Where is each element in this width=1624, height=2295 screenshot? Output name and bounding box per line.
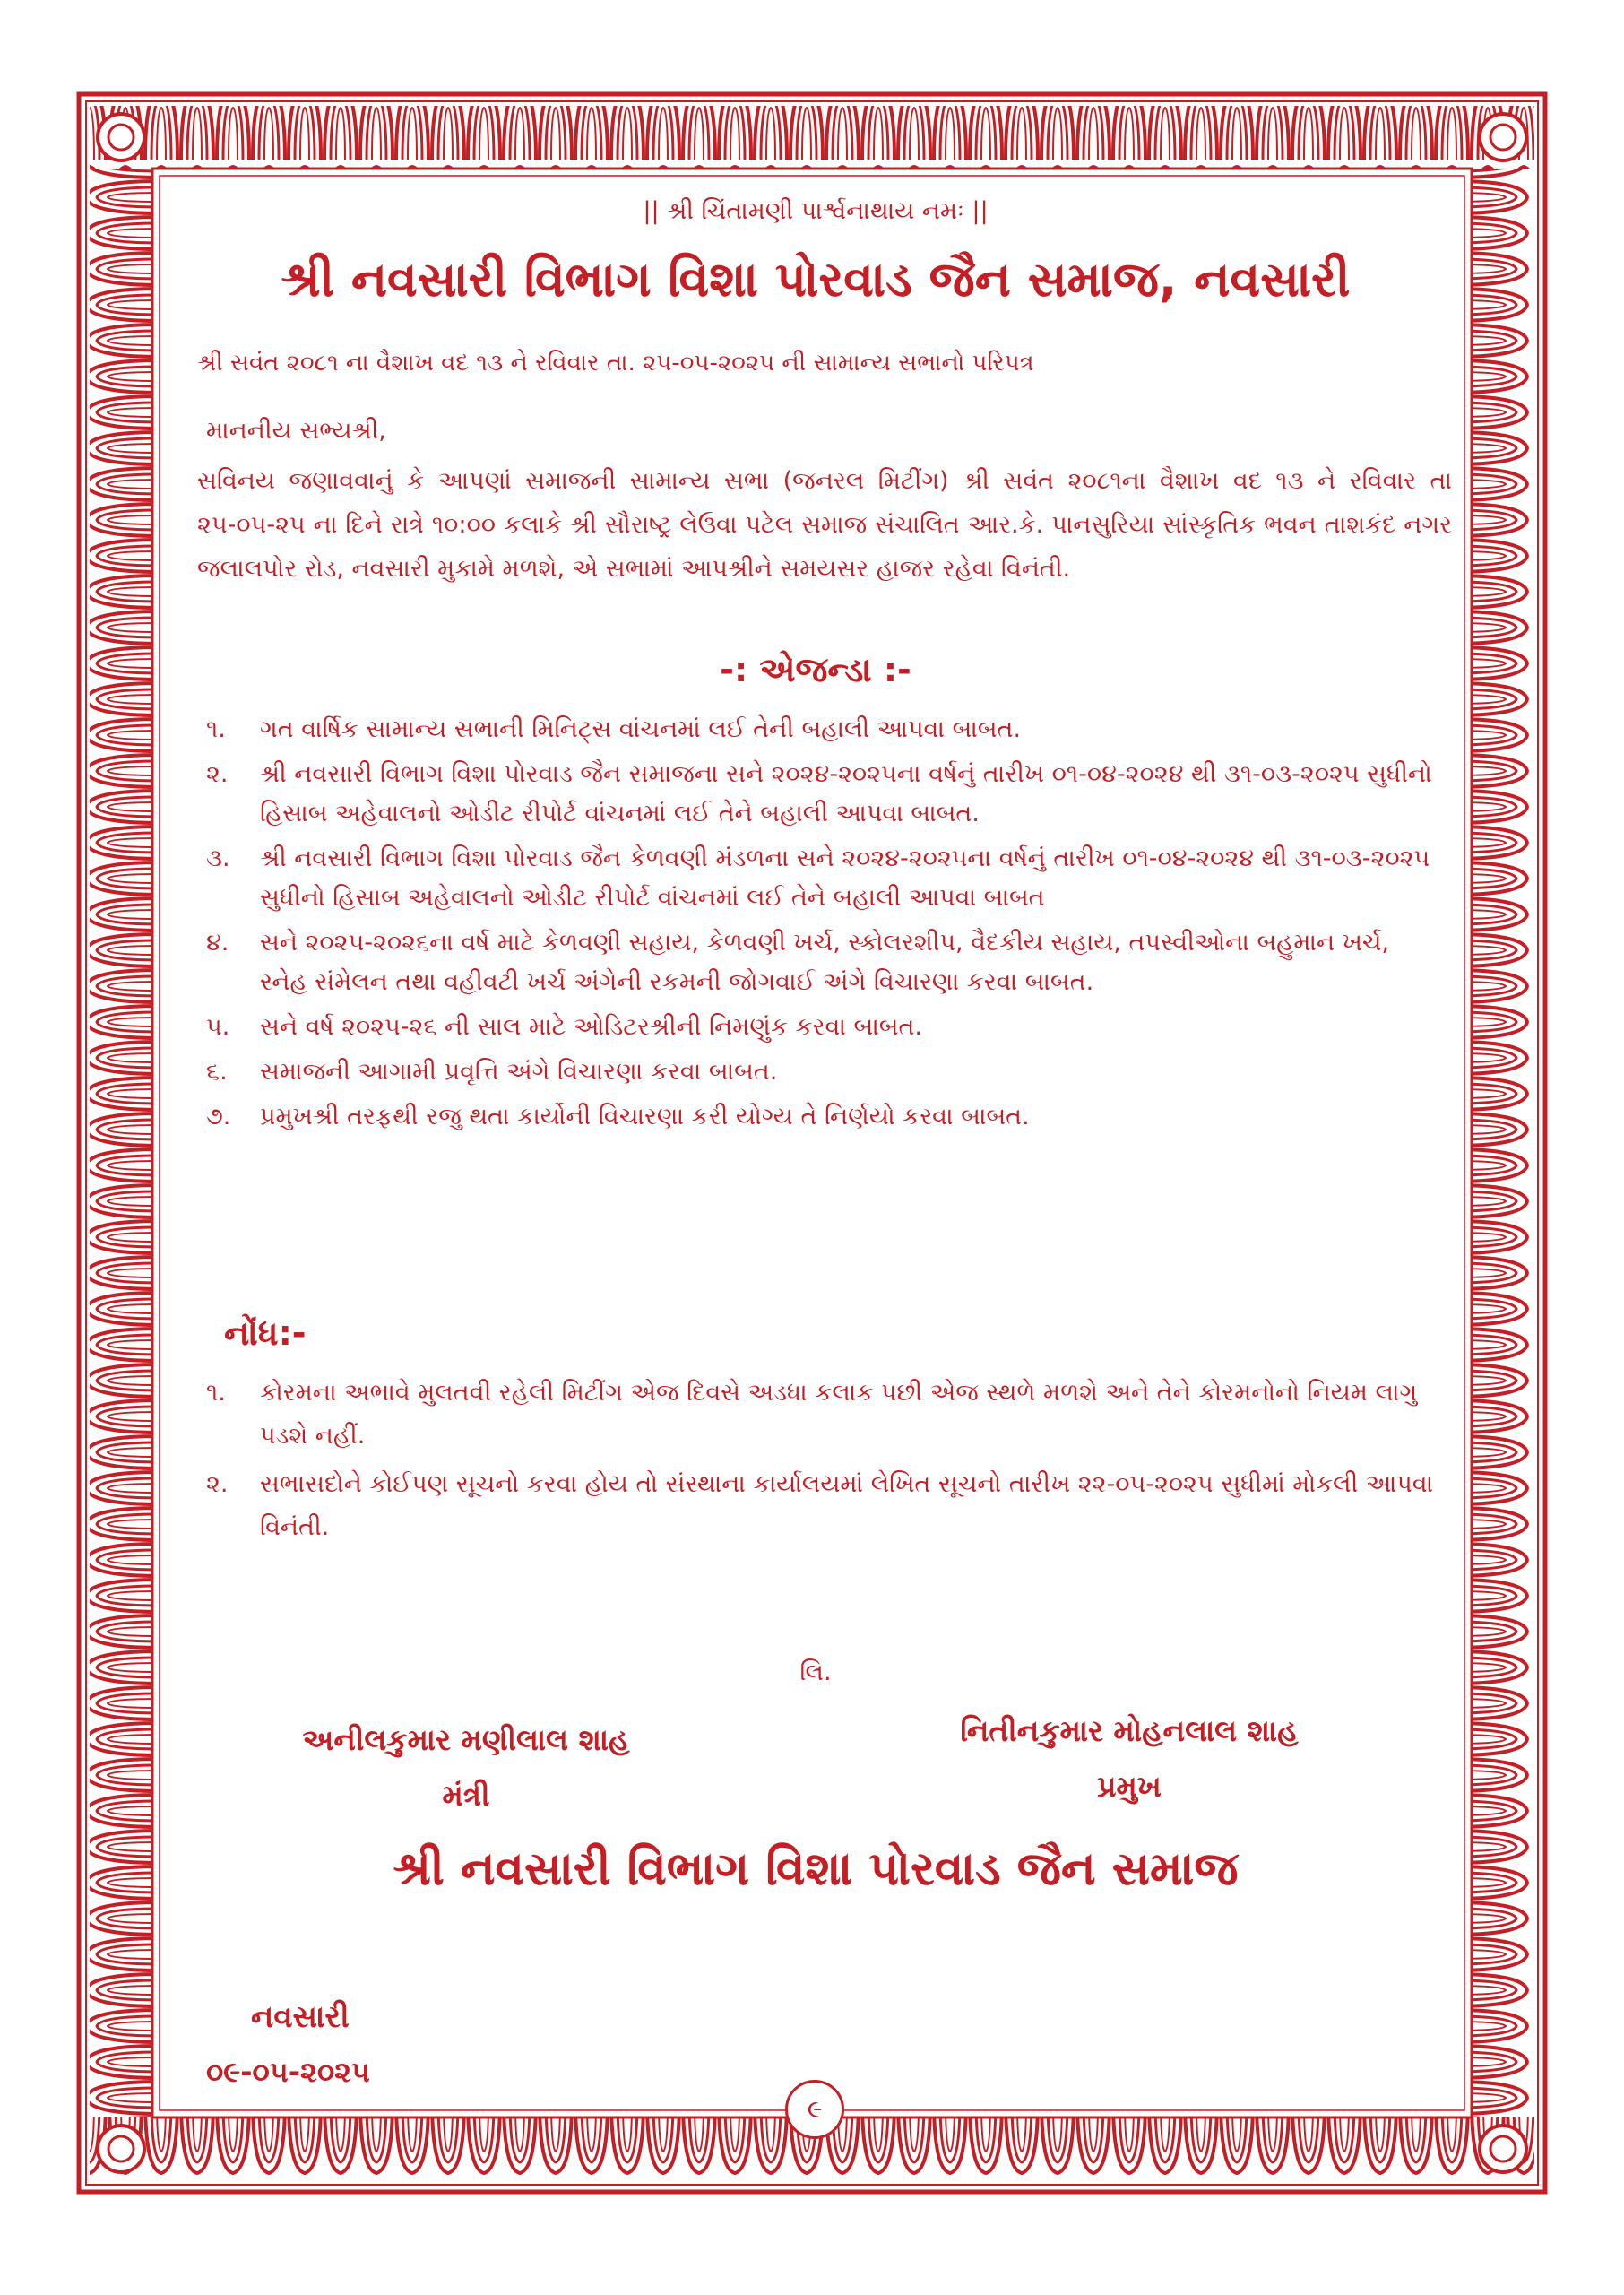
agenda-item-text: સને ૨૦૨૫-૨૦૨૬ના વર્ષ માટે કેળવણી સહાય, કેળવણી ખર્ચ, સ્કોલરશીપ, વૈદકીય સહાય, તપસ્વીઓના બહુમાન ખર્ચ, સ્નેહ સંમેલન તથા વહીવટી ખર્ચ અંગેની રકમની જોગવાઈ અંગે વિચારણા કરવા બાબત.: [260, 929, 1390, 996]
note-item: [206, 1372, 1443, 1458]
signatory-role: પ્રમુખ: [1097, 1769, 1162, 1804]
agenda-item-number: ૨.: [206, 760, 229, 788]
note-item-text: કોરમના અભાવે મુલતવી રહેલી મિટીંગ એજ દિવસે અડધા કલાક પછી એજ સ્થળે મળશે અને તેને કોરમનોનો નિયમ લાગુ પડશે નહીં.: [260, 1379, 1418, 1450]
agenda-item-text: ગત વાર્ષિક સામાન્ય સભાની મિનિટ્સ વાંચનમાં લઈ તેની બહાલી આપવા બાબત.: [260, 715, 1022, 743]
agenda-item-text: શ્રી નવસારી વિભાગ વિશા પોરવાડ જૈન સમાજના સને ૨૦૨૪-૨૦૨૫ના વર્ષનું તારીખ ૦૧-૦૪-૨૦૨૪ થી ૩૧-૦૩-૨૦૨૫ સુધીનો હિસાબ અહેવાલનો ઓડીટ રીપોર્ટ વાંચનમાં લઈ તેને બહાલી આપવા બાબત.: [260, 760, 1432, 827]
agenda-item-number: ૭.: [206, 1103, 231, 1130]
agenda-item-number: ૪.: [206, 929, 229, 957]
signatory-name: અનીલકુમાર મણીલાલ શાહ: [302, 1722, 630, 1757]
agenda-item-text: સને વર્ષ ૨૦૨૫-૨૬ ની સાલ માટે ઓડિટરશ્રીની નિમણુંક કરવા બાબત.: [260, 1013, 922, 1041]
signatory-role: મંત્રી: [442, 1778, 490, 1813]
agenda-item-number: ૧.: [206, 715, 226, 743]
agenda-item-number: ૬.: [206, 1058, 228, 1086]
agenda-item: [206, 755, 1443, 834]
date: ૦૯-૦૫-૨૦૨૫: [206, 2055, 370, 2089]
circular-subject: શ્રી સવંત ૨૦૮૧ ના વૈશાખ વદ ૧૩ ને રવિવાર તા. ૨૫-૦૫-૨૦૨૫ ની સામાન્ય સભાનો પરિપત્ર: [197, 350, 1034, 377]
intro-paragraph: સવિનય જણાવવાનું કે આપણાં સમાજની સામાન્ય સભા (જનરલ મિટીંગ) શ્રી સવંત ૨૦૮૧ના વૈશાખ વદ ૧૩ ને રવિવાર તા ૨૫-૦૫-૨૫ ના દિને રાત્રે ૧૦:૦૦ કલાકે શ્રી સૌરાષ્ટ્ર લેઉવા પટેલ સમાજ સંચાલિત આર.કે. પાનસુરિયા સાંસ્કૃતિક ભવન તાશકંદ નગર જલાલપોર રોડ, નવસારી મુકામે મળશે, એ સભામાં આપશ્રીને સમયસર હાજર રહેવા વિનંતી.: [197, 467, 1452, 583]
agenda-item: [206, 923, 1443, 1002]
signatory-president: [914, 1703, 1344, 1814]
agenda-item: [206, 1097, 1443, 1137]
agenda-item-number: ૫.: [206, 1013, 230, 1041]
page-title: શ્રી નવસારી વિભાગ વિશા પોરવાડ જૈન સમાજ, નવસારી: [281, 251, 1351, 307]
signatory-secretary: [269, 1712, 663, 1823]
note-heading: નોંધ:-: [224, 1313, 307, 1353]
note-item-text: સભાસદોને કોઈપણ સૂચનો કરવા હોય તો સંસ્થાના કાર્યાલયમાં લેખિત સૂચનો તારીખ ૨૨-૦૫-૨૦૨૫ સુધીમાં મોકલી આપવા વિનંતી.: [260, 1470, 1434, 1541]
agenda-item: [206, 1008, 1443, 1047]
notes-list: [206, 1372, 1443, 1555]
note-item-number: ૨.: [206, 1470, 229, 1498]
agenda-heading: -: એજન્ડા :-: [720, 650, 911, 689]
agenda-item-text: પ્રમુખશ્રી તરફથી રજુ થતા કાર્યોની વિચારણા કરી યોગ્ય તે નિર્ણયો કરવા બાબત.: [260, 1103, 1030, 1130]
page-number-text: ૯: [807, 2094, 823, 2124]
note-item: [206, 1463, 1443, 1549]
agenda-item: [206, 710, 1443, 749]
agenda-item-text: સમાજની આગામી પ્રવૃત્તિ અંગે વિચારણા કરવા બાબત.: [260, 1058, 778, 1086]
agenda-list: [206, 710, 1443, 1142]
invocation-line: || શ્રી ચિંતામણી પાર્શ્વનાથાય નમઃ ||: [643, 197, 989, 225]
sign-off-mark: લિ.: [799, 1658, 832, 1686]
agenda-item: [206, 839, 1443, 918]
agenda-item: [206, 1052, 1443, 1092]
document-body: [179, 179, 1452, 2178]
salutation: માનનીય સભ્યશ્રી,: [206, 417, 386, 445]
note-item-number: ૧.: [206, 1379, 226, 1407]
signatory-name: નિતીનકુમાર મોહનલાલ શાહ: [960, 1713, 1299, 1748]
place: નવસારી: [251, 1999, 350, 2035]
agenda-item-number: ૩.: [206, 844, 230, 872]
footer-organization: શ્રી નવસારી વિભાગ વિશા પોરવાડ જૈન સમાજ: [393, 1842, 1239, 1896]
agenda-item-text: શ્રી નવસારી વિભાગ વિશા પોરવાડ જૈન કેળવણી મંડળના સને ૨૦૨૪-૨૦૨૫ના વર્ષનું તારીખ ૦૧-૦૪-૨૦૨૪ થી ૩૧-૦૩-૨૦૨૫ સુધીનો હિસાબ અહેવાલનો ઓડીટ રીપોર્ટ વાંચનમાં લઈ તેને બહાલી આપવા બાબત: [260, 844, 1430, 912]
